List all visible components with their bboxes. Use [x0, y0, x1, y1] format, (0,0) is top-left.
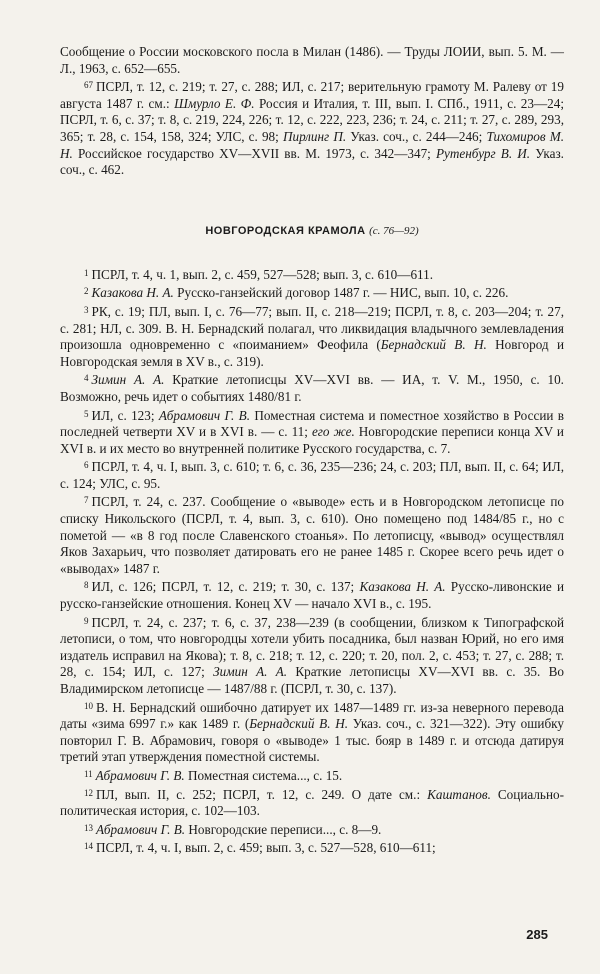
author-name: Бернадский В. Н.: [249, 716, 349, 732]
author-name: Бернадский В. Н.: [380, 337, 487, 353]
note-number: 12: [84, 787, 93, 798]
section-pages: (с. 76—92): [369, 224, 419, 237]
author-name: Казакова Н. А.: [359, 579, 446, 595]
note-2: [60, 283, 564, 302]
section-title: НОВГОРОДСКАЯ КРАМОЛА: [205, 224, 366, 237]
author-name: Шмурло Е. Ф.: [174, 95, 255, 111]
note-text: ПСРЛ, т. 24, с. 237. Сообщение о «выводе» есть и в Новгородском летописце по списку Никольского (ПСРЛ, т. 4, вып. 3, с. 610). Оно помещено под 1484/85 г., но с пометой — «в 8 год после Славенского стоанья». По летописцу, «вывод» осуществлял Яков Захарьич, что позволяет датировать его не ранее 1485 г. Скорее всего речь идет о «выводах» 1487 г.: [60, 494, 564, 576]
note-text: Российское государство XV—XVII вв. М. 1973, с. 342—347;: [72, 145, 436, 161]
note-text: ПЛ, вып. II, с. 252; ПСРЛ, т. 12, с. 249. О дате см.:: [96, 786, 428, 802]
note-67: [60, 77, 564, 179]
note-number: 8: [84, 580, 89, 591]
top-notes: [60, 44, 564, 179]
note-9: [60, 613, 564, 698]
note-10: [60, 698, 564, 766]
note-number: 11: [84, 768, 93, 779]
note-number: 10: [84, 700, 93, 711]
author-name: Казакова Н. А.: [91, 285, 174, 301]
note-text: Краткие летописцы XV—XVI вв. с. 35. Во Владимирском летописце — 1487/88 г. (ПСРЛ, т. 30, с. 137).: [60, 664, 564, 696]
note-text: Россия и Италия, т. III, вып. I. СПб., 1911, с. 23—24; ПСРЛ, т. 6, с. 37; т. 8, с. 219, 224, 226; т. 12, с. 222, 223, 236; т. 24, с. 211; т. 27, с. 289, 293, 365; т. 28, с. 154, 158, 324; УЛС, с. 98;: [60, 95, 565, 144]
note-number: 4: [84, 373, 89, 384]
note-text: Указ. соч., с. 244—246;: [346, 128, 487, 144]
note-text: Поместная система..., с. 15.: [184, 767, 343, 783]
note-text: Социально-политическая история, с. 102—103.: [60, 786, 564, 819]
note-8: [60, 577, 564, 612]
author-name: Абрамович Г. В.: [96, 821, 186, 837]
note-text: Указ. соч., с. 462.: [60, 145, 564, 178]
note-3: [60, 302, 564, 370]
note-number: 13: [84, 822, 93, 833]
note-number: 3: [84, 304, 89, 315]
note-text: ИЛ, с. 126; ПСРЛ, т. 12, с. 219; т. 30, с. 137;: [91, 579, 360, 595]
note-text: Поместная система и поместное хозяйство в России в последней четверти XV и в XVI в. — с. 11;: [60, 407, 564, 440]
note-text: Новгородские переписи конца XV и XVI в. и их место во внутренней политике Русского государства, с. 7.: [60, 424, 564, 456]
note-number: 1: [84, 267, 89, 278]
note-text: Русско-ганзейский договор 1487 г. — НИС, вып. 10, с. 226.: [173, 285, 509, 301]
page-number: 285: [526, 927, 548, 942]
note-text: ПСРЛ, т. 4, ч. 1, вып. 2, с. 459, 527—528; вып. 3, с. 610—611.: [91, 266, 434, 282]
note-text: ИЛ, с. 123;: [91, 407, 159, 423]
section-notes: [60, 265, 564, 857]
note-text: В. Н. Бернадский ошибочно датирует их 1487—1489 гг. из-за неверного перевода даты «зима 6997 г.» как 1489 г. (: [60, 699, 564, 732]
note-11: [60, 766, 564, 785]
note-number: 6: [84, 460, 89, 471]
note-1: [60, 265, 564, 284]
note-12: [60, 785, 564, 820]
note-7: [60, 492, 564, 577]
note-number: 9: [84, 615, 89, 626]
author-name: Абрамович Г. В.: [158, 407, 250, 423]
note-text: РК, с. 19; ПЛ, вып. I, с. 76—77; вып. II, с. 218—219; ПСРЛ, т. 8, с. 203—204; т. 27, с. 281; НЛ, с. 309. В. Н. Бернадский полагал, что ликвидация владычного землевладения произошла одновременно с «поиманием» Феофила (: [60, 303, 564, 353]
author-name: Каштанов.: [427, 786, 491, 802]
note-14: [60, 838, 564, 857]
note-text: Краткие летописцы XV—XVI вв. — ИА, т. V. М., 1950, с. 10. Возможно, речь идет о событиях 1480/81 г.: [60, 372, 564, 404]
author-name: Зимин А. А.: [213, 664, 288, 680]
note-number: 7: [84, 495, 89, 506]
note-5: [60, 406, 564, 458]
note-number: 5: [84, 408, 89, 419]
author-name: Зимин А. А.: [91, 372, 165, 388]
note-4: [60, 370, 564, 405]
note-text: ПСРЛ, т. 12, с. 219; т. 27, с. 288; ИЛ, с. 217; верительную грамоту М. Ралеву от 19 августа 1487 г. см.:: [60, 79, 564, 111]
author-name: его же.: [311, 424, 355, 440]
author-name: Пирлинг П.: [282, 128, 347, 144]
note-text: ПСРЛ, т. 4, ч. I, вып. 2, с. 459; вып. 3, с. 527—528, 610—611;: [96, 840, 436, 856]
note-text: ПСРЛ, т. 4, ч. I, вып. 3, с. 610; т. 6, с. 36, 235—236; 24, с. 203; ПЛ, вып. II, с. 64; ИЛ, с. 124; УЛС, с. 95.: [60, 459, 564, 491]
note-text: Указ. соч., с. 321—322). Эту ошибку повторил Г. В. Абрамович, говоря о «выводе» 1 тыс. бояр в 1489 г. и отсюда датируя третий этап утверждения поместной системы.: [60, 716, 564, 765]
note-number: 67: [84, 80, 93, 91]
note-text: Новгородские переписи..., с. 8—9.: [185, 821, 382, 837]
section-heading: [60, 225, 564, 237]
note-13: [60, 820, 564, 839]
note-66-continuation: Сообщение о России московского посла в Милан (1486). — Труды ЛОИИ, вып. 5. М. — Л., 1963, с. 652—655.: [60, 44, 564, 76]
note-text: ПСРЛ, т. 24, с. 237; т. 6, с. 37, 238—239 (в сообщении, близком к Типографской летописи, о том, что новгородцы хотели убить посадника, был назван Юрий, но его имя издатель исправил на Якова); т. 8, с. 218; т. 12, с. 220; т. 20, пол. 2, с. 453; т. 27, с. 288; т. 28, с. 154; ИЛ, с. 127;: [60, 614, 564, 680]
note-text: Новгород и Новгородская земля в XV в., с. 319).: [60, 337, 564, 369]
author-name: Тихомиров М. Н.: [60, 128, 565, 161]
author-name: Рутенбург В. И.: [435, 145, 531, 161]
note-6: [60, 457, 564, 492]
note-text: Русско-ливонские и русско-ганзейские отношения. Конец XV — начало XVI в., с. 195.: [60, 579, 564, 612]
note-number: 2: [84, 286, 89, 297]
author-name: Абрамович Г. В.: [95, 767, 185, 783]
note-number: 14: [84, 841, 93, 852]
